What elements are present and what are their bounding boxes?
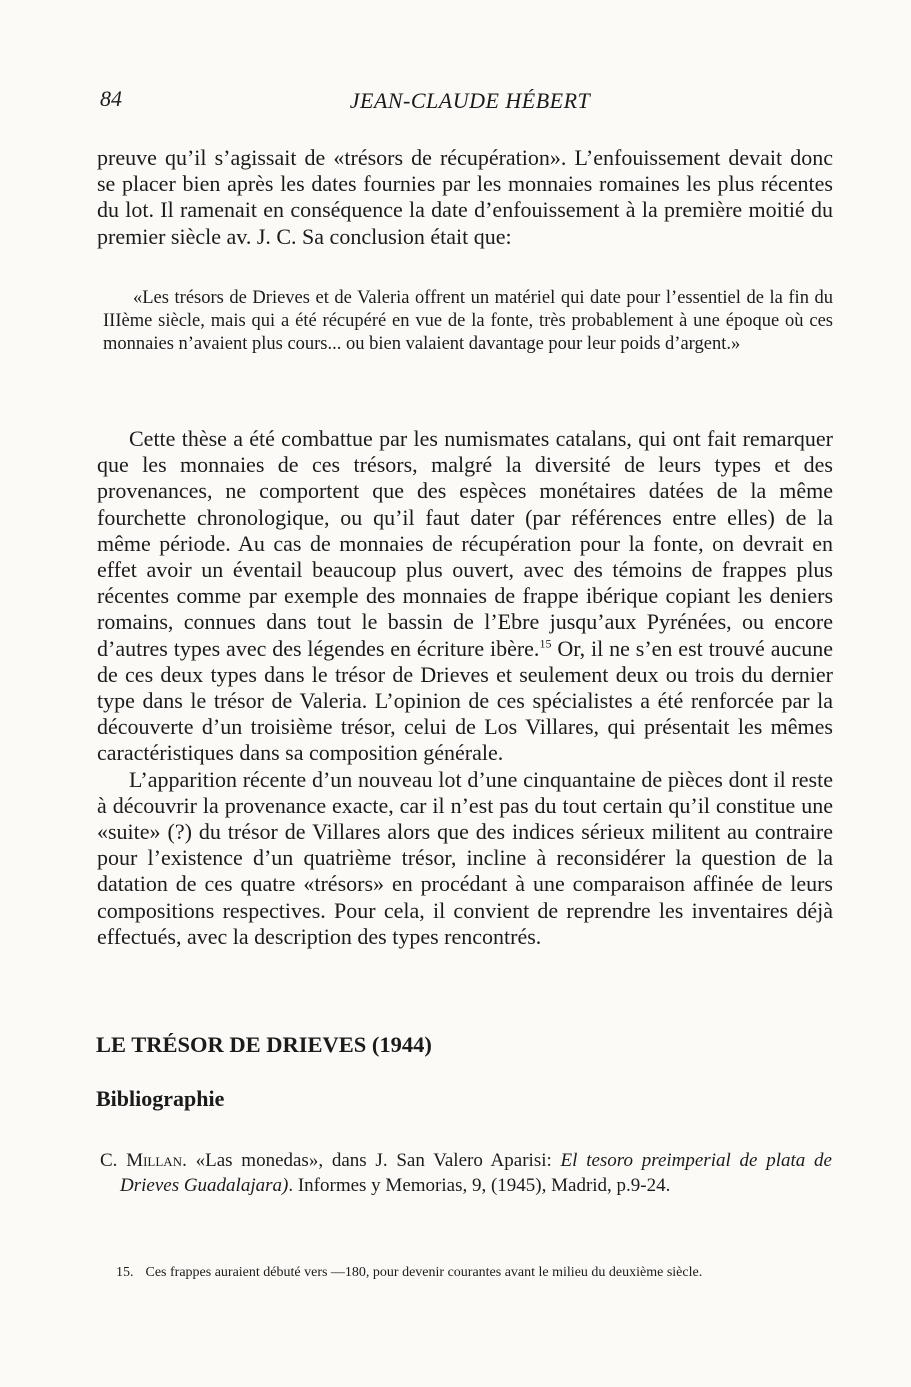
footnote-reference[interactable]: 15 [539, 636, 552, 651]
paragraph-3: L’apparition récente d’un nouveau lot d’une cinquantaine de pièces dont il reste à découvrir la provenance exacte, car il n’est pas du tout certain qu’il constitue une «suite» (?) du trésor de Villares alors que des indices sérieux militent au contraire pour l’existence d’un quatrième trésor, incline à reconsidérer la question de la datation de ces quatre «trésors» en procédant à une comparaison affinée de leurs compositions respectives. Pour cela, il convient de reprendre les inventaires déjà effectués, avec la description des types rencontrés. [97, 766, 833, 949]
footnote-text: Ces frappes auraient débuté vers —180, pour devenir courantes avant le milieu du deuxième siècle. [145, 1265, 703, 1280]
block-quote [103, 287, 833, 356]
bib-text-after-title: . Informes y Memorias, 9, (1945), Madrid, p.9-24. [288, 1175, 671, 1196]
sub-heading: Bibliographie [96, 1086, 225, 1111]
page-number: 84 [100, 86, 122, 111]
paragraph-2-text: Cette thèse a été combattue par les numismates catalans, qui ont fait remarquer que les monnaies de ces trésors, malgré la diversité de leurs types et des provenances, ne comportent que des espèces monétaires datées de la même fourchette chronologique, ou qu’il faut dater (par références entre elles) de la même période. Au cas de monnaies de récupération pour la fonte, on devrait en effet avoir un éventail beaucoup plus ouvert, avec des témoins de frappes plus récentes comme par exemple des monnaies de frappe ibérique copiant les deniers romains, connues dans tout le bassin de l’Ebre jusqu’aux Pyrénées, ou encore d’autres types avec des légendes en écriture ibère. [97, 426, 833, 661]
quote-text-end: ème siècle, mais qui a été récupéré en vue de la fonte, très probablement à une époque où ces monnaies n’avaient plus cours... ou bien valaient davantage pour leur poids d’argent.» [103, 311, 833, 354]
bib-text-before-title: . «Las monedas», dans J. San Valero Aparisi: [182, 1150, 561, 1171]
running-header [100, 86, 840, 120]
bib-author-initial: C. [100, 1150, 127, 1171]
bibliography-entry [100, 1148, 832, 1198]
paragraph-2 [97, 426, 833, 767]
bib-title: El tesoro preimperial de plata de Drieves Guadalajara) [120, 1150, 832, 1196]
footnote-number: 15. [116, 1265, 134, 1280]
section-heading: LE TRÉSOR DE DRIEVES (1944) [96, 1032, 432, 1057]
bib-author-name: Millan [126, 1150, 183, 1171]
bibliography-item [100, 1148, 832, 1198]
paragraph-1: preuve qu’il s’agissait de «trésors de récupération». L’enfouissement devait donc se placer bien après les dates fournies par les monnaies romaines les plus récentes du lot. Il ramenait en conséquence la date d’enfouissement à la première moitié du premier siècle av. J. C. Sa conclusion était que: [97, 145, 833, 249]
paragraph-continuation [97, 145, 833, 250]
running-title: JEAN-CLAUDE HÉBERT [349, 88, 591, 113]
main-body [97, 426, 833, 950]
footnote [116, 1264, 816, 1282]
quote-text-start: «Les trésors de Drieves et de Valeria offrent un matériel qui date pour l’essentiel de la fin du [133, 288, 833, 308]
quote-century-numeral: III [103, 311, 122, 331]
paragraph-2-text-cont: Or, il ne s’en est trouvé aucune de ces deux types dans le trésor de Drieves et seulement deux ou trois du dernier type dans le trésor de Valeria. L’opinion de ces spécialistes a été renforcée par la découverte d’un troisième trésor, celui de Los Villares, qui présentait les mêmes caractéristiques dans sa composition générale. [97, 635, 833, 766]
